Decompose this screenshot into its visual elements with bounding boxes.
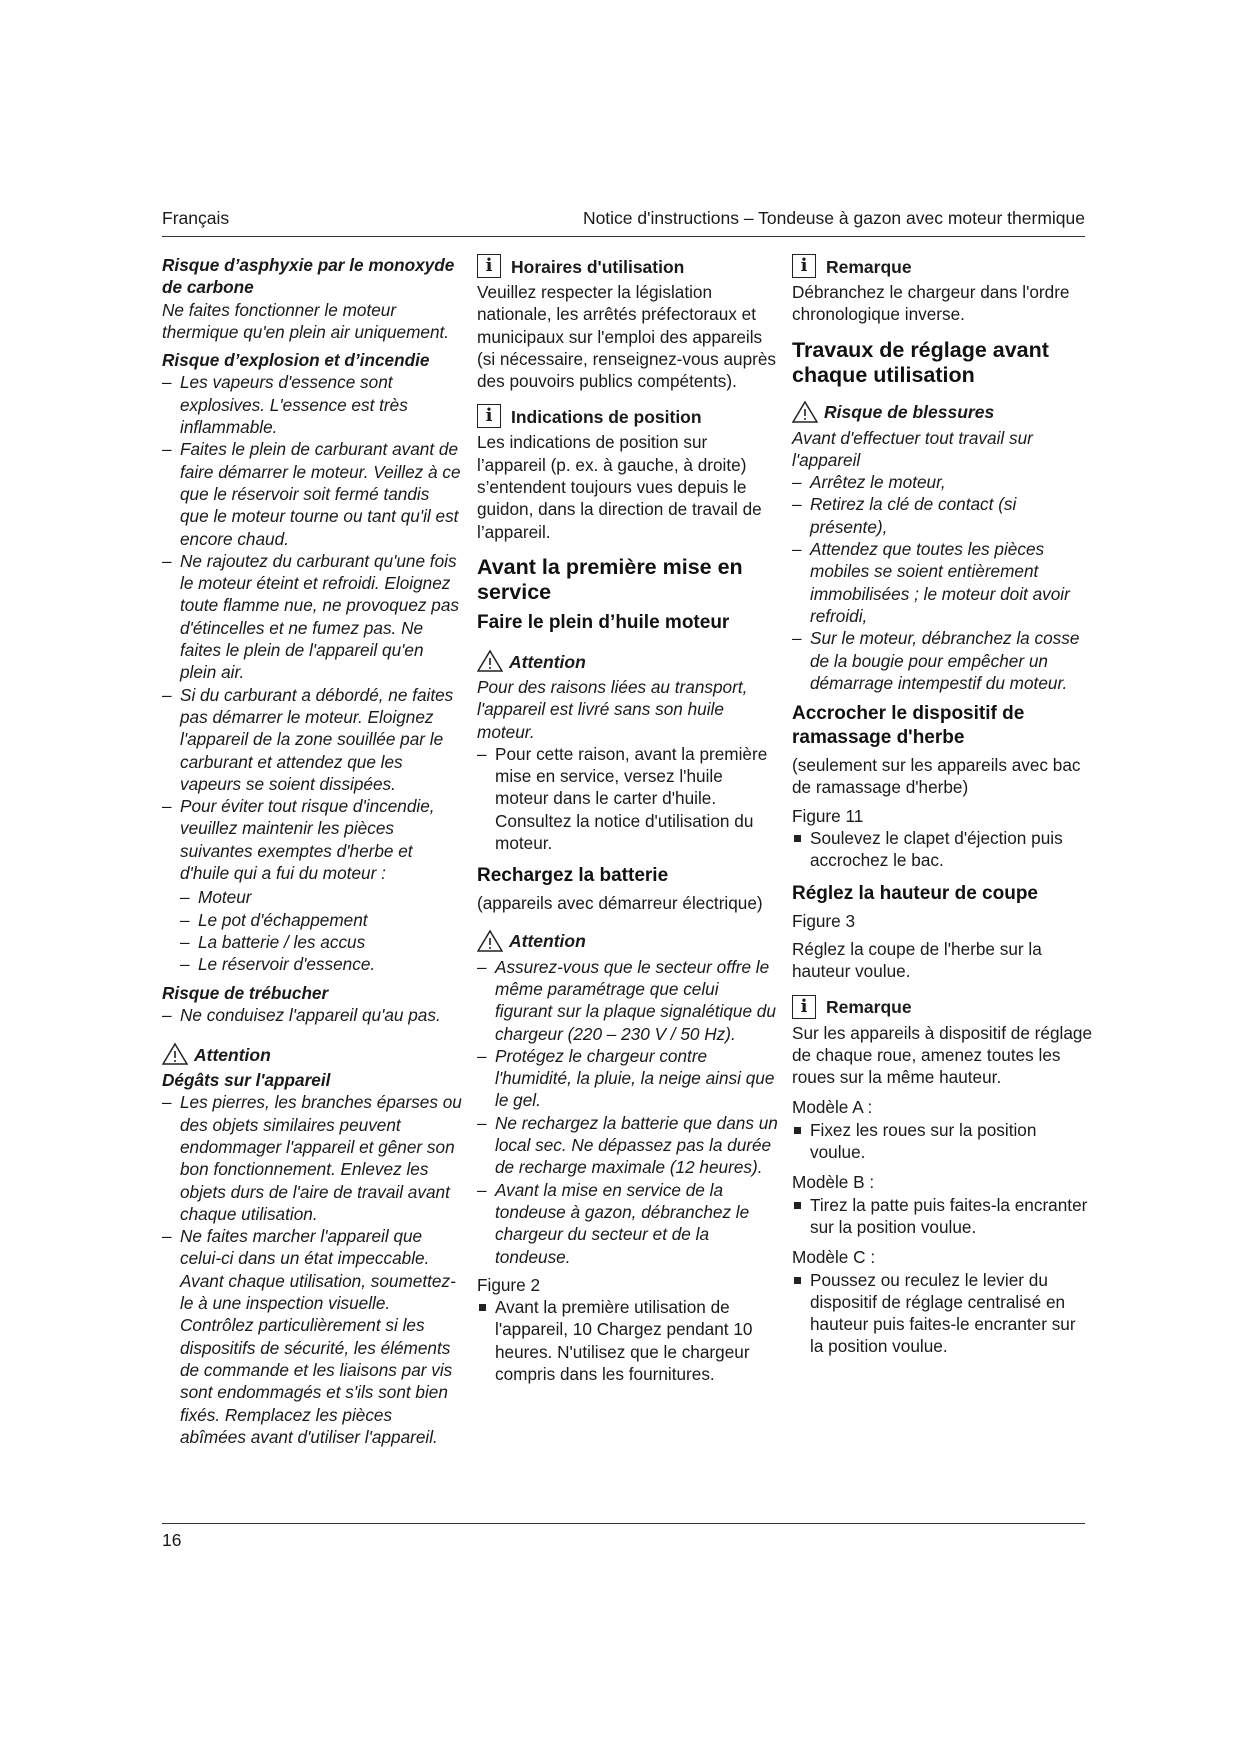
risk-notice xyxy=(792,400,1092,424)
notice-title: Remarque xyxy=(826,256,912,277)
modele-a-list xyxy=(792,1119,1092,1164)
heading-trebucher: Risque de trébucher xyxy=(162,982,329,1003)
notice-title: Indications de position xyxy=(511,407,702,428)
trebucher-list xyxy=(162,1004,462,1026)
info-icon: i xyxy=(792,254,816,278)
list-item: – Ne rajoutez du carburant qu'une fois le moteur éteint et refroidi. Eloignez toute flamme nue, ne provoquez pas d'étincelles et ne fumez pas. Ne faites le plein de l'appareil qu'en plein air. xyxy=(162,550,462,684)
list-item: Soulevez le clapet d'éjection puis accrochez le bac. xyxy=(792,827,1092,872)
heading-travaux: Travaux de réglage avant chaque utilisation xyxy=(792,337,1049,387)
list-item: – Attendez que toutes les pièces mobiles se soient entièrement immobilisées ; le moteur doit avoir refroidi, xyxy=(792,538,1092,627)
hauteur-text: Réglez la coupe de l'herbe sur la hauteur voulue. xyxy=(792,938,1042,982)
list-item: – Sur le moteur, débranchez la cosse de la bougie pour empêcher un démarrage intempestif du moteur. xyxy=(792,627,1092,694)
list-item: – Arrêtez le moteur, xyxy=(792,471,1092,493)
column-3 xyxy=(792,254,1092,1358)
huile-list xyxy=(477,743,779,854)
info-notice-remarque-2 xyxy=(792,995,1092,1019)
list-item: Poussez ou reculez le levier du dispositif de réglage centralisé en hauteur puis faites-le encranter sur la position voulue. xyxy=(792,1269,1092,1358)
notice-text: Veuillez respecter la législation nationale, les arrêtés préfectoraux et municipaux sur l'emploi des appareils (si nécessaire, renseignez-vous auprès des pouvoirs publics compétents). xyxy=(477,282,777,392)
list-item: – Avant la mise en service de la tondeuse à gazon, débranchez le chargeur du secteur et de la tondeuse. xyxy=(477,1179,779,1268)
degats-list xyxy=(162,1091,462,1448)
list-item: Tirez la patte puis faites-la encranter sur la position voulue. xyxy=(792,1194,1092,1239)
list-item: – Ne conduisez l'appareil qu'au pas. xyxy=(162,1004,462,1026)
attention-text: Pour des raisons liées au transport, l'appareil est livré sans son huile moteur. xyxy=(477,676,748,742)
info-icon: i xyxy=(477,404,501,428)
column-2 xyxy=(477,254,779,1385)
list-item: Fixez les roues sur la position voulue. xyxy=(792,1119,1092,1164)
batterie-list xyxy=(477,956,779,1268)
attention-notice xyxy=(477,929,779,953)
heading-hauteur: Réglez la hauteur de coupe xyxy=(792,882,1038,904)
heading-batterie: Rechargez la batterie xyxy=(477,865,669,887)
list-item: Avant la première utilisation de l'appareil, 10 Chargez pendant 10 heures. N'utilisez que le chargeur compris dans les fournitures. xyxy=(477,1296,779,1385)
warning-triangle-icon xyxy=(477,649,503,673)
parts-sublist xyxy=(180,886,462,975)
header-language: Français xyxy=(162,208,230,228)
heading-degats: Dégâts sur l'appareil xyxy=(162,1070,331,1091)
list-item: – Les vapeurs d'essence sont explosives. L'essence est très inflammable. xyxy=(162,371,462,438)
heading-asphyxie: Risque d’asphyxie par le monoxyde de carbone xyxy=(162,255,455,298)
column-1 xyxy=(162,254,462,1448)
list-item: – Retirez la clé de contact (si présente), xyxy=(792,493,1092,538)
notice-text: Sur les appareils à dispositif de réglage de chaque roue, amenez toutes les roues sur la même hauteur. xyxy=(792,1022,1093,1088)
info-icon: i xyxy=(792,995,816,1019)
warning-triangle-icon xyxy=(162,1042,188,1066)
modele-b-list xyxy=(792,1194,1092,1239)
warning-triangle-icon xyxy=(792,400,818,424)
list-item-text: Pour éviter tout risque d'incendie, veuillez maintenir les pièces suivantes exemptes d'herbe et d'huile qui a fui du moteur : xyxy=(180,796,435,884)
list-item: – Protégez le chargeur contre l'humidité, la pluie, la neige ainsi que le gel. xyxy=(477,1045,779,1112)
info-icon: i xyxy=(477,254,501,278)
accrocher-list xyxy=(792,827,1092,872)
risk-text: Avant d'effectuer tout travail sur l'appareil xyxy=(792,427,1033,470)
figure-ref: Figure 3 xyxy=(792,910,856,931)
batterie-note: (appareils avec démarreur électrique) xyxy=(477,893,763,914)
notice-text: Les indications de position sur l’appareil (p. ex. à gauche, à droite) s’entendent toujours vues depuis le guidon, dans la direction de travail de l’appareil. xyxy=(477,432,762,542)
info-notice-horaires xyxy=(477,254,779,278)
heading-avant: Avant la première mise en service xyxy=(477,554,743,604)
list-item xyxy=(162,795,462,975)
warning-triangle-icon xyxy=(477,929,503,953)
page-footer xyxy=(162,1523,1085,1550)
heading-explosion: Risque d’explosion et d’incendie xyxy=(162,350,430,371)
list-item: – Assurez-vous que le secteur offre le même paramétrage que celui figurant sur la plaque signalétique du chargeur (220 – 230 V / 50 Hz). xyxy=(477,956,779,1045)
text-asphyxie: Ne faites fonctionner le moteur thermique qu'en plein air uniquement. xyxy=(162,299,450,342)
attention-notice xyxy=(477,649,779,673)
bullet-list xyxy=(477,1296,779,1385)
sub-list-item: – Le pot d'échappement xyxy=(180,909,462,931)
page-header xyxy=(162,208,1085,237)
list-item: – Ne rechargez la batterie que dans un local sec. Ne dépassez pas la durée de recharge maximale (12 heures). xyxy=(477,1112,779,1179)
list-item: – Pour cette raison, avant la première mise en service, versez l'huile moteur dans le carter d'huile. Consultez la notice d'utilisation du moteur. xyxy=(477,743,779,854)
figure-ref: Figure 2 xyxy=(477,1274,541,1295)
list-item: – Si du carburant a débordé, ne faites pas démarrer le moteur. Eloignez l'appareil de la zone souillée par le carburant et attendez que les vapeurs se soient dissipées. xyxy=(162,684,462,795)
attention-notice xyxy=(162,1042,462,1066)
info-notice-remarque xyxy=(792,254,1092,278)
sub-list-item: – Moteur xyxy=(180,886,462,908)
list-item: – Faites le plein de carburant avant de faire démarrer le moteur. Veillez à ce que le réservoir soit fermé tandis que le moteur tourne ou tant qu'il est encore chaud. xyxy=(162,438,462,549)
figure-ref: Figure 11 xyxy=(792,805,864,826)
list-item: – Ne faites marcher l'appareil que celui-ci dans un état impeccable. Avant chaque utilisation, soumettez-le à une inspection visuelle. Contrôlez particulièrement si les dispositifs de sécurité, les éléments de commande et les liaisons par vis sont endommagés et s'ils sont bien fixés. Remplacez les pièces abîmées avant d'utiliser l'appareil. xyxy=(162,1225,462,1448)
attention-label: Attention xyxy=(509,931,586,952)
list-item: – Les pierres, les branches éparses ou des objets similaires peuvent endommager l'appareil et gêner son bon fonctionnement. Enlevez les objets durs de l'aire de travail avant chaque utilisation. xyxy=(162,1091,462,1225)
info-notice-position xyxy=(477,404,779,428)
modele-c-label: Modèle C : xyxy=(792,1247,876,1268)
modele-b-label: Modèle B : xyxy=(792,1172,875,1193)
modele-a-label: Modèle A : xyxy=(792,1097,873,1118)
notice-title: Remarque xyxy=(826,997,912,1018)
header-title: Notice d'instructions – Tondeuse à gazon avec moteur thermique xyxy=(582,208,1085,228)
attention-label: Attention xyxy=(509,651,586,672)
explosion-list xyxy=(162,371,462,975)
page-number: 16 xyxy=(162,1530,182,1550)
modele-c-list xyxy=(792,1269,1092,1358)
risk-label: Risque de blessures xyxy=(824,402,995,423)
heading-accrocher: Accrocher le dispositif de ramassage d'herbe xyxy=(792,703,1025,749)
accrocher-note: (seulement sur les appareils avec bac de ramassage d'herbe) xyxy=(792,755,1081,798)
sub-list-item: – Le réservoir d'essence. xyxy=(180,953,462,975)
risk-list xyxy=(792,471,1092,694)
heading-huile: Faire le plein d’huile moteur xyxy=(477,611,730,633)
notice-text: Débranchez le chargeur dans l'ordre chronologique inverse. xyxy=(792,282,1070,325)
attention-label: Attention xyxy=(194,1044,271,1065)
sub-list-item: – La batterie / les accus xyxy=(180,931,462,953)
notice-title: Horaires d'utilisation xyxy=(511,256,685,277)
